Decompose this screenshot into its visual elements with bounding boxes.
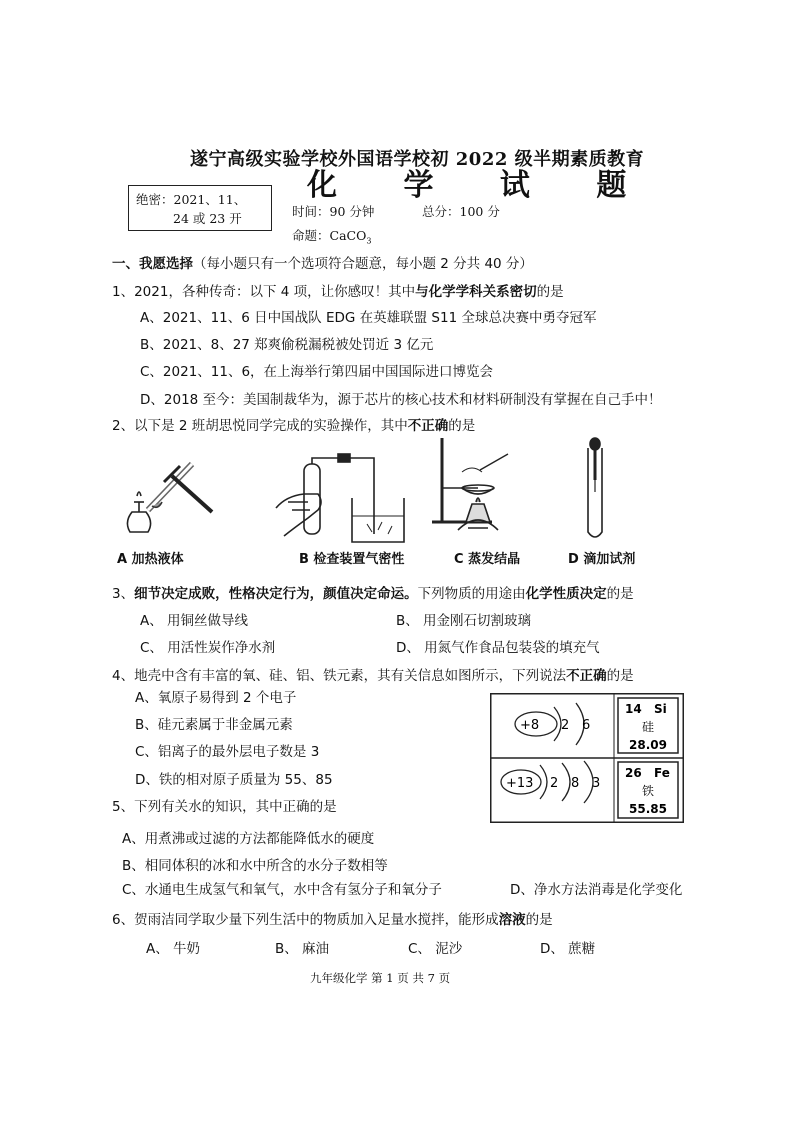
exam-subject-title: 化 学 试 题 <box>307 168 655 203</box>
si-symbol: Si <box>654 702 667 716</box>
question-2-stem <box>112 414 475 434</box>
question-3-stem <box>112 582 634 602</box>
si-name: 硅 <box>642 720 655 734</box>
section-note: （每小题只有一个选项符合题意，每小题 2 分共 40 分） <box>193 256 533 272</box>
oxygen-shell-2: 6 <box>582 718 591 733</box>
q4-option-a: A、氧原子易得到 2 个电子 <box>135 690 297 706</box>
q3-stem-emphasis: 化学性质决定 <box>525 586 607 602</box>
q5-option-a: A、用煮沸或过滤的方法都能降低水的硬度 <box>122 831 375 847</box>
aluminum-nucleus-charge: +13 <box>506 776 534 791</box>
q3-stem-text: 下列物质的用途由 <box>417 586 526 602</box>
confidential-box <box>128 185 272 231</box>
q4-stem-emphasis: 不正确 <box>566 668 607 684</box>
oxygen-nucleus-charge: +8 <box>520 718 540 733</box>
q1-option-b: B、2021、8、27 郑爽偷税漏税被处罚近 3 亿元 <box>140 337 434 353</box>
exam-total-score: 总分：100 分 <box>422 204 500 219</box>
q5-option-d: D、净水方法消毒是化学变化 <box>510 882 683 898</box>
q2-stem-text: 2、以下是 2 班胡思悦同学完成的实验操作，其中 <box>112 418 408 434</box>
element-info-table <box>490 693 684 823</box>
q1-stem-end: 的是 <box>536 284 564 300</box>
q4-stem-text: 4、地壳中含有丰富的氧、硅、铝、铁元素，其有关信息如图所示，下列说法 <box>112 668 567 684</box>
question-4-stem <box>112 664 634 684</box>
q1-option-c: C、2021、11、6，在上海举行第四届中国国际进口博览会 <box>140 364 494 380</box>
section-heading <box>112 252 533 272</box>
exam-author-formula: CaCO <box>329 228 367 243</box>
figure-caption-b: B 检查装置气密性 <box>299 552 405 567</box>
q3-motto: 细节决定成败，性格决定行为，颜值决定命运。 <box>134 586 418 602</box>
q6-option-b: B、 麻油 <box>275 941 330 957</box>
q1-option-d: D、2018 至今：美国制裁华为，源于芯片的核心技术和材料研制没有掌握在自己手中！ <box>140 392 662 408</box>
q4-stem-end: 的是 <box>606 668 634 684</box>
exam-author-label: 命题： <box>292 228 330 243</box>
q4-option-b: B、硅元素属于非金属元素 <box>135 717 293 733</box>
exam-author-subscript: 3 <box>366 236 372 246</box>
q5-option-b: B、相同体积的冰和水中所含的水分子数相等 <box>122 858 388 874</box>
figure-caption-c: C 蒸发结晶 <box>454 552 521 567</box>
exam-duration: 时间：90 分钟 <box>292 204 375 219</box>
q2-stem-end: 的是 <box>448 418 476 434</box>
q6-option-c: C、 泥沙 <box>408 941 463 957</box>
question-6-stem <box>112 908 553 928</box>
q6-stem-end: 的是 <box>525 912 553 928</box>
oxygen-shell-1: 2 <box>561 718 570 733</box>
aluminum-shell-3: 3 <box>592 776 601 791</box>
q1-stem-text: 1、2021，各种传奇：以下 4 项，让你感叹！其中 <box>112 284 416 300</box>
q3-option-c: C、 用活性炭作净水剂 <box>140 640 276 656</box>
q6-option-d: D、 蔗糖 <box>540 941 596 957</box>
evaporation-illustration <box>432 438 508 530</box>
q2-stem-emphasis: 不正确 <box>407 418 449 434</box>
q6-option-a: A、 牛奶 <box>146 941 201 957</box>
confidential-line1: 绝密：2021、11、 <box>136 192 247 207</box>
q4-option-c: C、铝离子的最外层电子数是 3 <box>135 744 320 760</box>
si-atomic-mass: 28.09 <box>629 738 667 752</box>
q6-stem-text: 6、贺雨洁同学取少量下列生活中的物质加入足量水搅拌，能形成 <box>112 912 499 928</box>
aluminum-shell-1: 2 <box>550 776 559 791</box>
exam-author <box>292 226 371 246</box>
page-footer: 九年级化学 第 1 页 共 7 页 <box>310 971 451 985</box>
fe-atomic-mass: 55.85 <box>629 802 667 816</box>
confidential-line2: 24 或 23 开 <box>173 211 242 226</box>
q1-option-a: A、2021、11、6 日中国战队 EDG 在英雄联盟 S11 全球总决赛中勇夺冠军 <box>140 310 597 326</box>
fe-symbol: Fe <box>654 766 670 780</box>
q6-stem-emphasis: 溶液 <box>498 912 526 928</box>
si-atomic-number: 14 <box>625 702 642 716</box>
q4-option-d: D、铁的相对原子质量为 55、85 <box>135 772 333 788</box>
figure-caption-a: A 加热液体 <box>117 552 184 567</box>
fe-name: 铁 <box>642 784 655 798</box>
element-info-drawing <box>490 693 684 823</box>
q3-option-b: B、 用金刚石切割玻璃 <box>396 613 532 629</box>
q5-option-c: C、水通电生成氢气和氧气，水中含有氢分子和氧分子 <box>122 882 442 898</box>
heating-liquid-illustration <box>127 464 212 532</box>
airtightness-check-illustration <box>276 454 404 542</box>
section-title: 一、我愿选择 <box>112 256 193 272</box>
q3-option-d: D、 用氮气作食品包装袋的填充气 <box>396 640 600 656</box>
q3-stem-end: 的是 <box>606 586 634 602</box>
dropping-reagent-illustration <box>588 438 602 537</box>
q3-option-a: A、 用铜丝做导线 <box>140 613 249 629</box>
figure-caption-d: D 滴加试剂 <box>568 552 636 567</box>
lab-apparatus-figures <box>112 436 652 548</box>
question-5-stem: 5、下列有关水的知识，其中正确的是 <box>112 799 337 815</box>
aluminum-shell-2: 8 <box>571 776 580 791</box>
exam-school-title: 遂宁高级实验学校外国语学校初 2022 级半期素质教育 <box>190 149 645 170</box>
q1-stem-emphasis: 与化学学科关系密切 <box>415 284 537 300</box>
fe-atomic-number: 26 <box>625 766 642 780</box>
question-1-stem <box>112 280 564 300</box>
q3-number: 3、 <box>112 586 135 602</box>
